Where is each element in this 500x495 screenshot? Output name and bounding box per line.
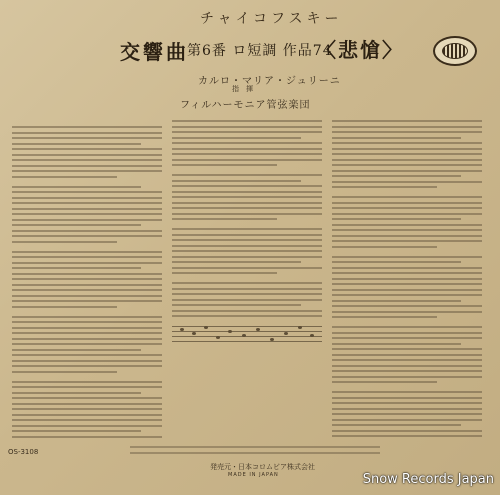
paragraph-block xyxy=(12,126,162,438)
text-line xyxy=(172,174,322,176)
text-line xyxy=(332,181,482,183)
text-line xyxy=(332,365,482,367)
paragraph-block xyxy=(332,120,482,437)
text-line xyxy=(172,272,277,274)
score-note xyxy=(180,328,184,331)
text-line xyxy=(172,218,277,220)
text-line xyxy=(332,261,461,263)
text-line xyxy=(12,191,162,193)
music-score-excerpt xyxy=(172,322,322,346)
text-line xyxy=(12,419,162,421)
text-line xyxy=(172,228,322,230)
text-line xyxy=(332,256,482,258)
text-line xyxy=(172,148,322,150)
text-line xyxy=(172,202,322,204)
text-line xyxy=(12,321,162,323)
score-note xyxy=(298,326,302,329)
text-line xyxy=(332,202,482,204)
composer-name: チャイコフスキー xyxy=(200,11,343,27)
text-line xyxy=(172,142,322,144)
text-line xyxy=(332,240,482,242)
angel-records-logo-icon xyxy=(433,36,477,66)
text-line xyxy=(332,419,482,421)
text-line xyxy=(12,224,141,226)
text-line xyxy=(332,131,482,133)
text-line xyxy=(332,196,482,198)
text-line xyxy=(12,343,162,345)
text-line xyxy=(12,170,162,172)
text-line xyxy=(332,332,482,334)
score-note xyxy=(242,334,246,337)
text-line xyxy=(332,305,482,307)
text-line xyxy=(332,435,482,437)
text-line xyxy=(172,137,301,139)
text-line xyxy=(332,316,437,318)
catalog-number: OS-3108 xyxy=(8,448,39,456)
text-line xyxy=(172,159,322,161)
text-line xyxy=(12,327,162,329)
text-line xyxy=(12,436,162,438)
score-note xyxy=(256,328,260,331)
text-line xyxy=(172,196,322,198)
text-line xyxy=(332,300,461,302)
text-line xyxy=(12,197,162,199)
text-line xyxy=(12,386,162,388)
text-line xyxy=(12,262,162,264)
text-line xyxy=(12,230,162,232)
score-note xyxy=(270,338,274,341)
text-line xyxy=(12,251,162,253)
watermark: Snow Records Japan xyxy=(362,472,494,487)
text-line xyxy=(12,278,162,280)
text-line xyxy=(332,370,482,372)
text-line xyxy=(12,332,162,334)
text-line xyxy=(12,256,162,258)
text-line xyxy=(172,261,301,263)
text-line xyxy=(332,142,482,144)
text-line xyxy=(12,408,162,410)
text-line xyxy=(332,413,482,415)
text-line xyxy=(172,267,322,269)
text-line xyxy=(12,381,162,383)
publisher: 発売元・日本コロムビア株式会社 xyxy=(210,463,315,471)
text-line xyxy=(172,239,322,241)
text-line xyxy=(332,294,482,296)
text-line xyxy=(12,208,162,210)
made-in-label: MADE IN JAPAN xyxy=(228,472,279,478)
text-line xyxy=(332,137,461,139)
notes-column-3 xyxy=(332,120,482,441)
text-line xyxy=(12,295,162,297)
text-line xyxy=(172,304,301,306)
text-line xyxy=(172,293,322,295)
text-line xyxy=(332,164,482,166)
score-note xyxy=(204,326,208,329)
paragraph-block xyxy=(172,120,322,317)
text-line xyxy=(332,289,482,291)
text-line xyxy=(332,391,482,393)
score-note xyxy=(192,332,196,335)
text-line xyxy=(172,120,322,122)
text-line xyxy=(332,283,482,285)
score-note xyxy=(284,332,288,335)
text-line xyxy=(172,180,301,182)
text-line xyxy=(12,154,162,156)
text-line xyxy=(12,371,117,373)
text-line xyxy=(332,397,482,399)
text-line xyxy=(172,250,322,252)
text-line xyxy=(332,348,482,350)
text-line xyxy=(332,337,482,339)
text-line xyxy=(332,402,482,404)
text-line xyxy=(12,213,162,215)
score-note xyxy=(228,330,232,333)
text-line xyxy=(172,126,322,128)
text-line xyxy=(172,213,322,215)
notes-column-1 xyxy=(12,120,162,441)
text-line xyxy=(332,120,482,122)
text-line xyxy=(12,430,141,432)
text-line xyxy=(332,126,482,128)
text-line xyxy=(332,408,482,410)
header xyxy=(0,0,500,111)
text-line xyxy=(12,241,117,243)
text-line xyxy=(332,430,482,432)
text-line xyxy=(332,175,461,177)
text-line xyxy=(172,245,322,247)
text-line xyxy=(12,176,117,178)
text-line xyxy=(332,359,482,361)
text-line xyxy=(12,148,162,150)
text-line xyxy=(172,256,322,258)
conductor-name: カルロ・マリア・ジュリーニ xyxy=(198,76,341,87)
text-line xyxy=(332,267,482,269)
text-line xyxy=(12,143,141,145)
notice-line xyxy=(130,446,380,448)
text-line xyxy=(332,424,461,426)
orchestra-name: フィルハーモニア管弦楽団 xyxy=(180,100,311,111)
text-line xyxy=(12,132,162,134)
text-line xyxy=(12,289,162,291)
text-line xyxy=(332,381,437,383)
text-line xyxy=(12,414,162,416)
text-line xyxy=(172,131,322,133)
text-line xyxy=(12,397,162,399)
text-line xyxy=(12,403,162,405)
text-line xyxy=(332,235,482,237)
text-line xyxy=(332,218,461,220)
text-line xyxy=(12,300,162,302)
text-line xyxy=(332,272,482,274)
text-line xyxy=(12,126,162,128)
text-line xyxy=(332,246,437,248)
score-note xyxy=(310,334,314,337)
text-line xyxy=(12,273,162,275)
notice-line xyxy=(130,452,380,454)
text-line xyxy=(172,153,322,155)
text-line xyxy=(332,326,482,328)
text-line xyxy=(12,267,141,269)
text-line xyxy=(172,234,322,236)
text-line xyxy=(332,153,482,155)
text-line xyxy=(332,213,482,215)
text-line xyxy=(332,376,482,378)
text-line xyxy=(12,338,162,340)
text-line xyxy=(172,315,322,317)
text-line xyxy=(332,278,482,280)
text-line xyxy=(12,219,162,221)
conductor-role: 指 揮 xyxy=(232,85,253,93)
text-line xyxy=(12,159,162,161)
text-line xyxy=(332,311,482,313)
text-line xyxy=(172,164,277,166)
text-line xyxy=(12,165,162,167)
text-line xyxy=(332,159,482,161)
text-line xyxy=(12,284,162,286)
text-line xyxy=(332,186,437,188)
text-line xyxy=(172,207,322,209)
text-line xyxy=(172,191,322,193)
text-line xyxy=(332,170,482,172)
text-line xyxy=(12,306,117,308)
work-type: 交響曲 xyxy=(120,40,189,64)
text-line xyxy=(172,288,322,290)
text-line xyxy=(172,299,322,301)
text-line xyxy=(172,310,322,312)
text-line xyxy=(12,235,162,237)
text-line xyxy=(12,365,162,367)
text-line xyxy=(12,137,162,139)
text-line xyxy=(332,207,482,209)
text-line xyxy=(12,425,162,427)
score-note xyxy=(216,336,220,339)
text-line xyxy=(12,186,141,188)
text-line xyxy=(172,185,322,187)
text-line xyxy=(12,354,162,356)
text-line xyxy=(172,282,322,284)
text-line xyxy=(12,349,141,351)
text-line xyxy=(12,392,141,394)
text-line xyxy=(332,354,482,356)
notes-column-2 xyxy=(172,120,322,321)
text-line xyxy=(332,148,482,150)
text-line xyxy=(12,360,162,362)
text-line xyxy=(332,224,482,226)
work-nickname: 〈悲愴〉 xyxy=(316,38,404,62)
work-detail: 第6番 ロ短調 作品74 xyxy=(187,43,333,59)
text-line xyxy=(332,229,482,231)
text-line xyxy=(12,316,162,318)
text-line xyxy=(332,343,461,345)
text-line xyxy=(12,202,162,204)
